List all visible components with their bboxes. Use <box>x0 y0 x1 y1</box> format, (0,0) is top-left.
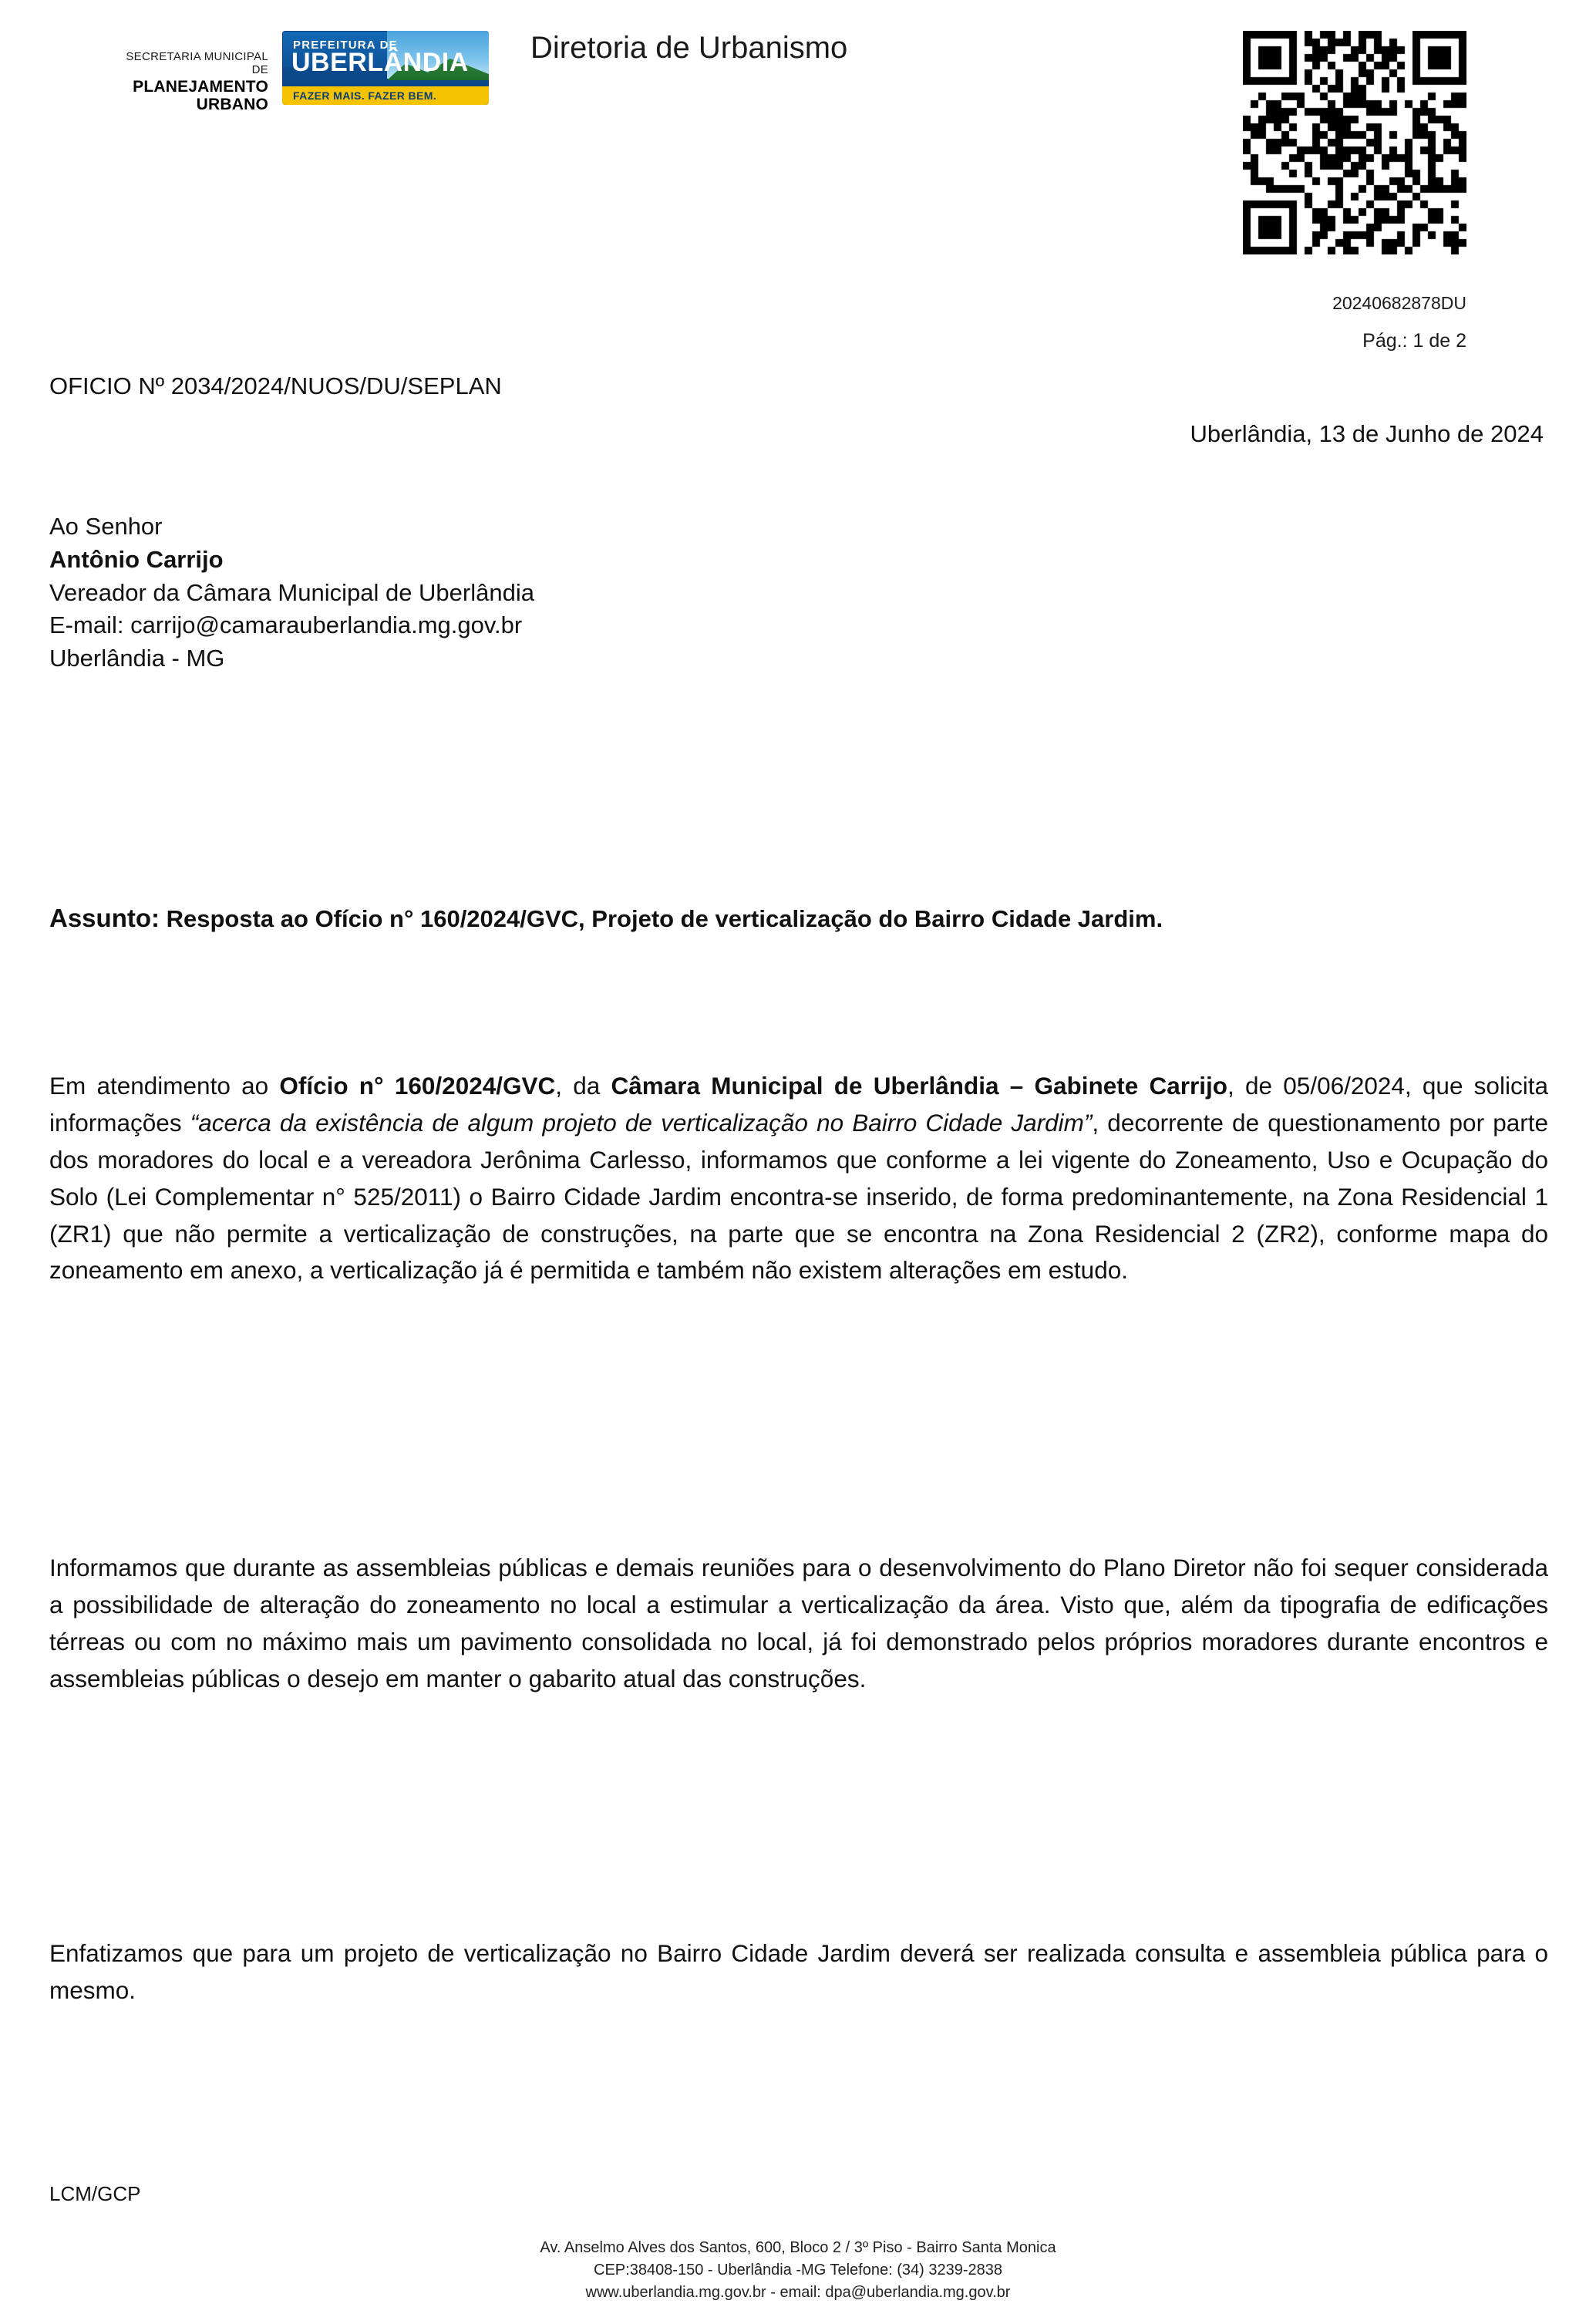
subject-line <box>49 901 1548 937</box>
paragraph-1 <box>49 1068 1548 1289</box>
document-code: 20240682878DU <box>1332 293 1466 313</box>
department-title: Diretoria de Urbanismo <box>530 31 848 65</box>
addressee-city: Uberlândia - MG <box>49 645 225 672</box>
paragraph-2: Informamos que durante as assembleias públicas e demais reuniões para o desenvolvimento do Plano Diretor não foi sequer considerada a possibilidade de alteração do zoneamento no local a estimular a verticalização da área. Visto que, além da tipografia de edificações térreas ou com no máximo mais um pavimento consolidada no local, já foi demonstrado pelos próprios moradores durante encontros e assembleias públicas o desejo em manter o gabarito atual das construções. <box>49 1554 1548 1692</box>
subject-label: Assunto: <box>49 904 160 932</box>
seal-top-line: SECRETARIA MUNICIPAL DE <box>126 50 268 76</box>
addressee-name: Antônio Carrijo <box>49 545 224 573</box>
p1-bold-2: Câmara Municipal de Uberlândia – Gabinete Carrijo <box>611 1072 1228 1100</box>
logo-prefix-text: PREFEITURA DE <box>293 39 398 52</box>
addressee-role: Vereador da Câmara Municipal de Uberlândia <box>49 578 534 606</box>
p1-text-1: Em atendimento ao <box>49 1072 280 1100</box>
secretaria-seal <box>114 51 268 113</box>
addressee-salutation: Ao Senhor <box>49 513 163 540</box>
p1-text-3: , de 05/06/2024, que solicita informações <box>49 1072 1548 1137</box>
p1-italic-1: “acerca da existência de algum projeto de verticalização no Bairro Cidade Jardim” <box>190 1108 1093 1137</box>
author-initials: LCM/GCP <box>49 2182 141 2205</box>
city-and-date: Uberlândia, 13 de Junho de 2024 <box>1190 420 1544 447</box>
oficio-number: OFICIO Nº 2034/2024/NUOS/DU/SEPLAN <box>49 372 502 399</box>
prefeitura-logo <box>282 31 489 105</box>
seal-main-line: PLANEJAMENTO URBANO <box>133 78 268 114</box>
paragraph-3: Enfatizamos que para um projeto de verticalização no Bairro Cidade Jardim deverá ser realizada consulta e assembleia pública para o mesmo. <box>49 1939 1548 2004</box>
page-indicator: Pág.: 1 de 2 <box>1362 330 1466 352</box>
logo-slogan-bar <box>282 86 489 105</box>
footer-address: Av. Anselmo Alves dos Santos, 600, Bloco 2 / 3º Piso - Bairro Santa Monica <box>540 2239 1056 2256</box>
logo-city-text: UBERLÂNDIA <box>291 48 469 77</box>
qr-code-icon <box>1243 31 1466 254</box>
p1-text-4: , decorrente de questionamento por parte dos moradores do local e a vereadora Jerônima Carlesso, informamos que conforme a lei vigente do Zoneamento, Uso e Ocupação do Solo (Lei Complementar n° 525/2011) o Bairro Cidade Jardim encontra-se inserido, de forma predominantemente, na Zona Residencial 1 (ZR1) que não permite a verticalização de construções, na parte que se encontra na Zona Residencial 2 (ZR2), conforme mapa do zoneamento em anexo, a verticalização já é permitida e também não existem alterações em estudo. <box>49 1108 1549 1285</box>
footer-cep-phone: CEP:38408-150 - Uberlândia -MG Telefone: (34) 3239-2838 <box>594 2262 1002 2279</box>
footer-web-email: www.uberlandia.mg.gov.br - email: dpa@uberlandia.mg.gov.br <box>585 2284 1011 2301</box>
addressee-block <box>49 510 534 675</box>
document-footer <box>0 2237 1596 2304</box>
subject-text: Resposta ao Ofício n° 160/2024/GVC, Projeto de verticalização do Bairro Cidade Jardim. <box>166 905 1163 932</box>
p1-bold-1: Ofício n° 160/2024/GVC <box>279 1072 556 1100</box>
logo-slogan-text: FAZER MAIS. FAZER BEM. <box>293 89 437 102</box>
addressee-email: E-mail: carrijo@camarauberlandia.mg.gov.br <box>49 611 523 639</box>
p1-text-2: , da <box>555 1072 611 1100</box>
